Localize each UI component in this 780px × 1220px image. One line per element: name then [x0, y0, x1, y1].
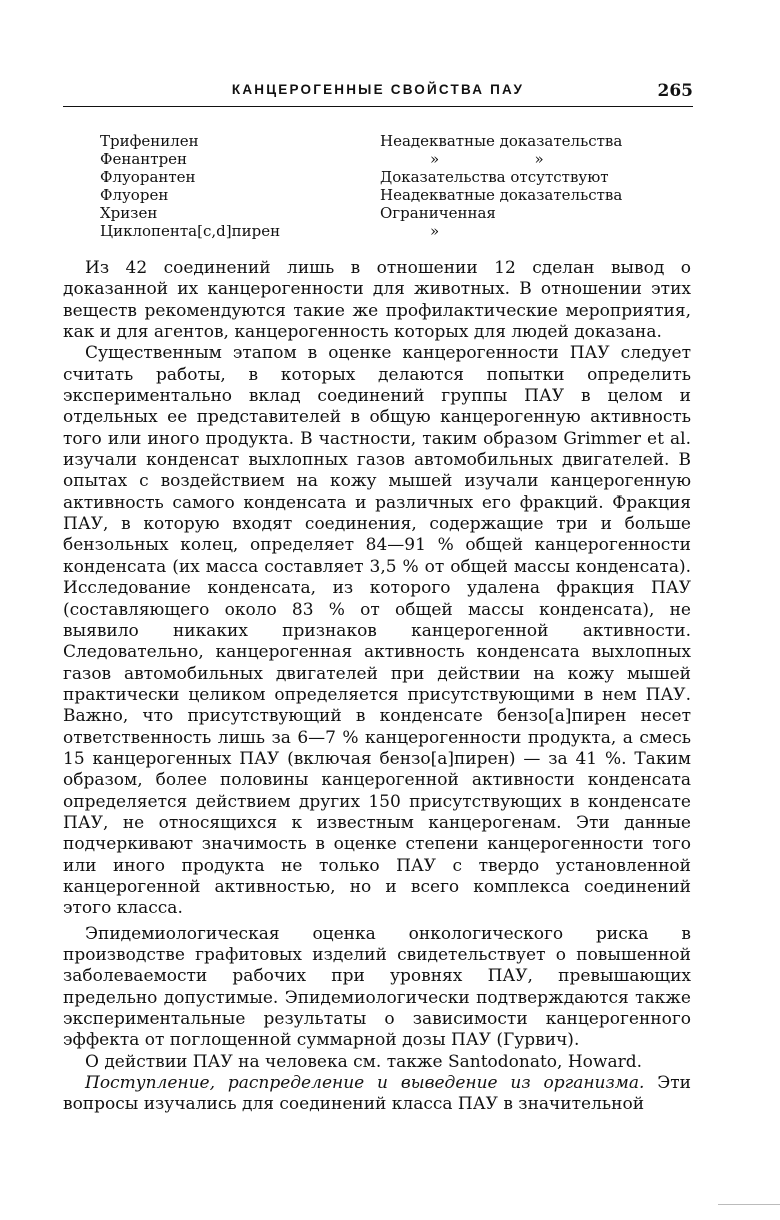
paragraph: Эпидемиологическая оценка онкологического риска в производстве графитовых изделий свидетельствует о повышенной заболеваемости рабочих при уровнях ПАУ, превышающих предельно допустимые. Эпидемиологически подтверждаются также экспериментальные результаты о зависимости канцерогенного эффекта от поглощенной суммарной дозы ПАУ (Гурвич).: [63, 923, 691, 1051]
evidence-level: Доказательства отсутствуют: [380, 168, 609, 186]
compound-name: Фенантрен: [100, 150, 188, 168]
compound-name: Хризен: [100, 204, 158, 222]
paragraph: [63, 1073, 691, 1116]
evidence-level: Ограниченная: [380, 204, 496, 222]
footer-rule: [718, 1204, 780, 1205]
evidence-level: Неадекватные доказательства: [380, 186, 623, 204]
table-row: [100, 222, 680, 240]
running-title: КАНЦЕРОГЕННЫЕ СВОЙСТВА ПАУ: [231, 82, 525, 97]
compound-name: Циклопента[c,d]пирен: [100, 222, 281, 240]
evidence-level: »: [430, 222, 440, 240]
page-header: [63, 78, 693, 107]
evidence-level: Неадекватные доказательства: [380, 132, 623, 150]
table-row: [100, 132, 680, 150]
table-row: [100, 150, 680, 168]
compound-name: Флуорантен: [100, 168, 196, 186]
table-row: [100, 168, 680, 186]
table-row: [100, 204, 680, 222]
paragraph: Из 42 соединений лишь в отношении 12 сделан вывод о доказанной их канцерогенности для животных. В отношении этих веществ рекомендуются такие же профилактические мероприятия, как и для агентов, канцерогенность которых для людей доказана.: [63, 258, 691, 343]
section-run-in-heading: Поступление, распределение и выведение из организма.: [85, 1073, 645, 1094]
body-text: [63, 258, 691, 1116]
evidence-level: » »: [430, 150, 544, 168]
page-number: 265: [657, 81, 693, 101]
table-row: [100, 186, 680, 204]
compound-evidence-table: [100, 132, 680, 240]
compound-name: Трифенилен: [100, 132, 199, 150]
paragraph: Существенным этапом в оценке канцерогенности ПАУ следует считать работы, в которых делаются попытки определить экспериментально вклад соединений группы ПАУ в целом и отдельных ее представителей в общую канцерогенную активность того или иного продукта. В частности, таким образом Grimmer et al. изучали конденсат выхлопных газов автомобильных двигателей. В опытах с воздействием на кожу мышей изучали канцерогенную активность самого конденсата и различных его фракций. Фракция ПАУ, в которую входят соединения, содержащие три и больше бензольных колец, определяет 84—91 % общей канцерогенности конденсата (их масса составляет 3,5 % от общей массы конденсата). Исследование конденсата, из которого удалена фракция ПАУ (составляющего около 83 % от общей массы конденсата), не выявило никаких признаков канцерогенной активности. Следовательно, канцерогенная активность конденсата выхлопных газов автомобильных двигателей при действии на кожу мышей практически целиком определяется присутствующими в нем ПАУ. Важно, что присутствующий в конденсате бензо[a]пирен несет ответственность лишь за 6—7 % канцерогенности продукта, а смесь 15 канцерогенных ПАУ (включая бензо[a]пирен) — за 41 %. Таким образом, более половины канцерогенной активности конденсата определяется действием других 150 присутствующих в конденсате ПАУ, не относящихся к известным канцерогенам. Эти данные подчеркивают значимость в оценке степени канцерогенности того или иного продукта не только ПАУ с твердо установленной канцерогенной активностью, но и всего комплекса соединений этого класса.: [63, 343, 691, 919]
section-text: Эти вопросы изучались для соединений класса ПАУ в значительной: [63, 1073, 691, 1115]
compound-name: Флуорен: [100, 186, 169, 204]
paragraph: О действии ПАУ на человека см. также Santodonato, Howard.: [85, 1051, 642, 1072]
